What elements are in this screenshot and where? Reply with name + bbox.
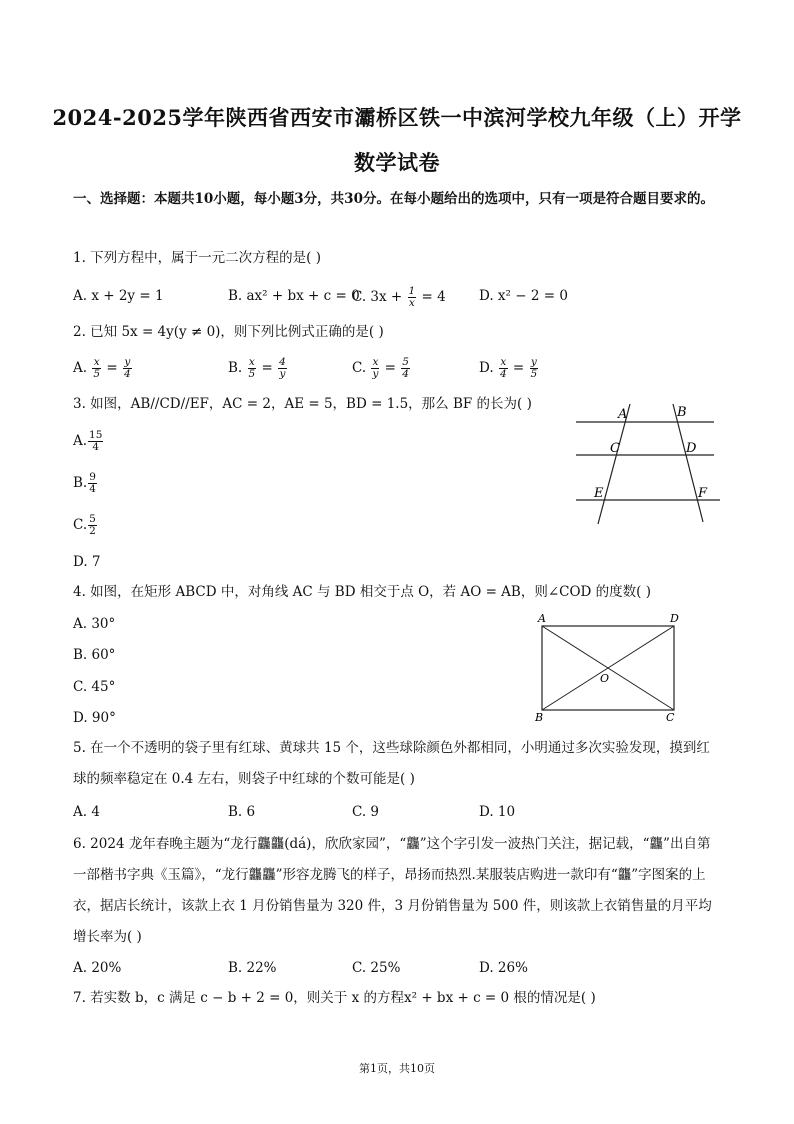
- q3-point-b: B: [677, 405, 687, 420]
- question-1-stem: 1. 下列方程中，属于一元二次方程的是( ): [73, 250, 321, 266]
- q5-option-b: B. 6: [228, 804, 256, 820]
- question-7-stem: 7. 若实数 b，c 满足 c − b + 2 = 0，则关于 x 的方程x² + bx + c = 0 根的情况是( ): [73, 990, 596, 1006]
- q4-rectangle-figure: [530, 610, 690, 725]
- q4-point-o: O: [600, 672, 610, 685]
- q3-point-f: F: [698, 486, 708, 501]
- q6-option-a: A. 20%: [73, 960, 122, 976]
- q5-option-c: C. 9: [352, 804, 380, 820]
- q1-option-c-lead: C. 3x +: [352, 289, 407, 305]
- q3-option-c: C. $\frac{5}{2}$: [73, 513, 96, 537]
- question-2-stem: 2. 已知 5x = 4y(y ≠ 0)，则下列比例式正确的是( ): [73, 324, 384, 340]
- q1-option-c-tail: = 4: [421, 289, 446, 305]
- question-3-stem: 3. 如图，AB//CD//EF，AC = 2，AE = 5，BD = 1.5，那么 BF 的长为( ): [73, 396, 532, 412]
- question-4-stem: 4. 如图，在矩形 ABCD 中，对角线 AC 与 BD 相交于点 O，若 AO = AB，则∠COD 的度数( ): [73, 584, 651, 600]
- q5-option-a: A. 4: [73, 804, 100, 820]
- q4-option-a: A. 30°: [73, 616, 116, 632]
- q2-option-d: D. $\frac{x}{4}$ = $\frac{y}{5}$: [479, 356, 538, 380]
- q4-option-c: C. 45°: [73, 679, 116, 695]
- q1-option-b: B. ax² + bx + c = 0: [228, 288, 360, 304]
- q1-option-d: D. x² − 2 = 0: [479, 288, 568, 304]
- q3-point-e: E: [594, 486, 604, 501]
- q2-option-b: B. $\frac{x}{5}$ = $\frac{4}{y}$: [228, 356, 286, 380]
- q6-option-d: D. 26%: [479, 960, 528, 976]
- question-6-stem: 6. 2024 龙年春晚主题为“龙行龘龘(dá)，欣欣家园”，“龘”这个字引发一波热门关注，据记载，“龘”出自第一部楷书字典《玉篇》，“龙行龘龘”形容龙腾飞的样子，昂扬而热烈.某服装店购进一款印有“龘”字图案的上衣，据店长统计，该款上衣 1 月份销售量为 320 件，3 月份销售量为 500 件，则该款上衣销售量的月平均增长率为( ): [73, 836, 712, 945]
- q6-option-b: B. 22%: [228, 960, 277, 976]
- q3-option-b: B. $\frac{9}{4}$: [73, 471, 96, 495]
- q3-point-c: C: [610, 441, 620, 456]
- q5-option-d: D. 10: [479, 804, 516, 820]
- q1-option-a: A. x + 2y = 1: [73, 288, 164, 304]
- q1-option-c-fraction: $\frac{1}{x}$: [408, 285, 416, 309]
- q3-point-d: D: [686, 441, 697, 456]
- q3-option-a: A. $\frac{15}{4}$: [73, 429, 103, 453]
- q3-option-d: D. 7: [73, 554, 101, 570]
- q4-point-c: C: [666, 711, 675, 724]
- q3-parallel-lines-figure: [570, 400, 730, 530]
- q4-point-d: D: [670, 612, 679, 625]
- q2-option-a: A. $\frac{x}{5}$ = $\frac{y}{4}$: [73, 356, 131, 380]
- section-1-instructions: 一、选择题：本题共10小题，每小题3分，共30分。在每小题给出的选项中，只有一项是符合题目要求的。: [73, 191, 714, 207]
- q4-point-b: B: [535, 711, 544, 724]
- q1-option-c: [352, 286, 446, 309]
- page-footer: 第1页，共10页: [359, 1062, 435, 1075]
- q4-point-a: A: [538, 612, 546, 625]
- q4-option-d: D. 90°: [73, 710, 116, 726]
- q4-option-b: B. 60°: [73, 647, 116, 663]
- q2-option-c: C. $\frac{x}{y}$ = $\frac{5}{4}$: [352, 356, 409, 380]
- exam-title-line1: 2024-2025学年陕西省西安市灞桥区铁一中滨河学校九年级（上）开学: [52, 105, 742, 130]
- exam-title-line2: 数学试卷: [354, 150, 440, 175]
- question-5-stem: 5. 在一个不透明的袋子里有红球、黄球共 15 个，这些球除颜色外都相同，小明通过多次实验发现，摸到红球的频率稳定在 0.4 左右，则袋子中红球的个数可能是( ): [73, 740, 710, 787]
- q3-point-a: A: [618, 407, 628, 422]
- q6-option-c: C. 25%: [352, 960, 401, 976]
